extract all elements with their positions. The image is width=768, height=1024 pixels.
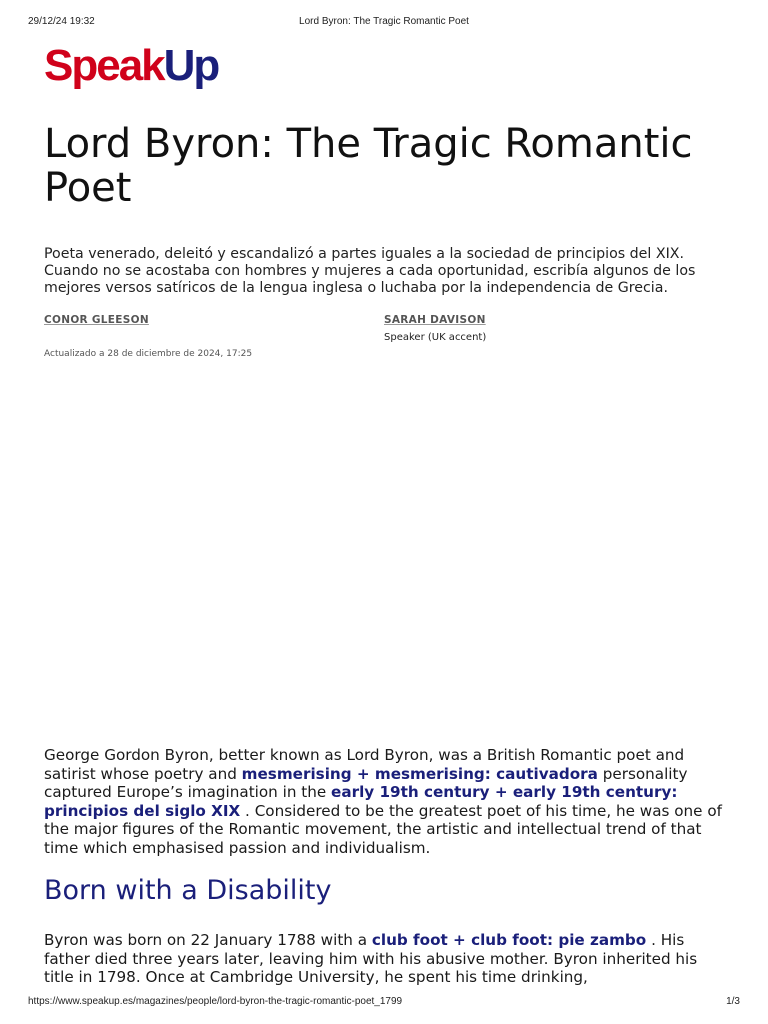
print-doc-title: Lord Byron: The Tragic Romantic Poet [299, 16, 469, 27]
author-name-link[interactable]: SARAH DAVISON [384, 314, 486, 326]
gloss-mesmerising[interactable]: mesmerising + mesmerising: cautivadora [241, 764, 598, 783]
gloss-club-foot[interactable]: club foot + club foot: pie zambo [371, 931, 647, 949]
page-number: 1/3 [726, 996, 740, 1007]
print-datetime: 29/12/24 19:32 [28, 16, 95, 27]
speakup-logo[interactable] [44, 40, 218, 92]
text-run: George Gordon Byron, better known as Lord Byron, was a British Romantic poet and satirist whose poetry and [44, 746, 685, 783]
section-heading: Born with a Disability [44, 875, 332, 906]
text-run: . Considered to be the greatest poet of his time, he was one of the major figures of the Romantic movement, the artistic and intellectual trend of that time which emphasised passion and individualism. [44, 801, 722, 857]
text-run: personality captured Europe’s imagination in the [44, 764, 688, 801]
print-header [28, 16, 740, 30]
logo-up-text: Up [163, 41, 219, 90]
gloss-early-19th-century[interactable]: early 19th century + early 19th century: principios del siglo XIX [44, 783, 678, 820]
page-title: Lord Byron: The Tragic Romantic Poet [44, 121, 693, 211]
text-run: . His father died three years later, leaving him with his abusive mother. Byron inherited his title in 1798. Once at Cambridge University, he spent his time drinking, [44, 931, 698, 986]
body-paragraph-1 [44, 746, 728, 857]
author-conor-gleeson [44, 314, 149, 326]
updated-timestamp: Actualizado a 28 de diciembre de 2024, 17:25 [44, 349, 253, 359]
print-footer [28, 996, 740, 1010]
logo-speak-text: Speak [44, 41, 164, 90]
media-placeholder [44, 370, 724, 740]
article-summary: Poeta venerado, deleitó y escandalizó a partes iguales a la sociedad de principios del XIX. Cuando no se acostaba con hombres y mujeres a cada oportunidad, escribía algunos de los mejores versos satíricos de la lengua inglesa o luchaba por la independencia de Grecia. [44, 246, 696, 296]
print-url: https://www.speakup.es/magazines/people/lord-byron-the-tragic-romantic-poet_1799 [28, 996, 403, 1007]
text-run: Byron was born on 22 January 1788 with a [44, 931, 372, 949]
author-sarah-davison [384, 314, 486, 343]
author-role: Speaker (UK accent) [384, 332, 487, 343]
author-name-link[interactable]: CONOR GLEESON [44, 314, 149, 326]
body-paragraph-2 [44, 931, 728, 987]
